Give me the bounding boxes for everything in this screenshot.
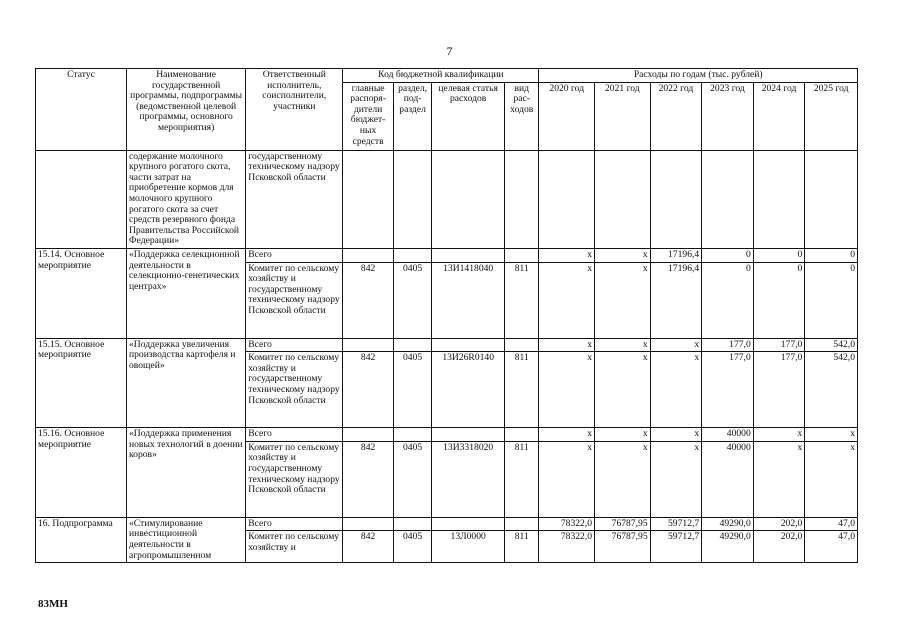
value-cell: 76787,95	[595, 531, 651, 563]
value-cell: 49290,0	[702, 531, 754, 563]
row-target: 13И26R0140	[432, 352, 505, 428]
row-name: «Стимулирование инвестиционной деятельности в агропромышленном	[126, 517, 245, 563]
row-responsible: Комитет по сельскому хозяйству и	[246, 531, 343, 563]
value-cell: 202,0	[753, 531, 805, 563]
row-grbs: 842	[343, 352, 394, 428]
row-status: 16. Подпрограмма	[36, 517, 127, 563]
value-cell: х	[539, 338, 595, 352]
header-status: Статус	[36, 69, 127, 151]
row-total-label: Всего	[246, 428, 343, 442]
row-target: 13Л0000	[432, 531, 505, 563]
value-cell: 0	[805, 248, 858, 262]
table-row-total	[36, 517, 858, 531]
budget-table	[35, 68, 858, 563]
continuation-responsible: государственному техническому надзору Псковской области	[246, 150, 343, 248]
value-cell: 177,0	[753, 338, 805, 352]
value-cell: х	[753, 428, 805, 442]
table-row-total	[36, 248, 858, 262]
row-name: «Поддержка увеличения производства картофеля и овощей»	[126, 338, 245, 428]
header-expenses: Расходы по годам (тыс. рублей)	[539, 69, 858, 83]
continuation-status	[36, 150, 127, 248]
header-responsible: Ответственный исполнитель, соисполнители, участники	[246, 69, 343, 151]
row-responsible: Комитет по сельскому хозяйству и государственному техническому надзору Псковской области	[246, 262, 343, 338]
value-cell: 542,0	[805, 352, 858, 428]
table-row-total	[36, 338, 858, 352]
value-cell: х	[539, 428, 595, 442]
value-cell: х	[595, 352, 651, 428]
header-name: Наименование государственной программы, подпрограммы (ведомственной целевой программы, основного мероприятия)	[126, 69, 245, 151]
row-kind: 811	[505, 262, 539, 338]
row-status: 15.16. Основное мероприятие	[36, 428, 127, 518]
value-cell: 47,0	[805, 531, 858, 563]
row-section: 0405	[393, 262, 431, 338]
row-section: 0405	[393, 352, 431, 428]
row-kind: 811	[505, 441, 539, 517]
value-cell: 0	[753, 248, 805, 262]
value-cell: 59712,7	[650, 531, 702, 563]
row-total-label: Всего	[246, 338, 343, 352]
continuation-row	[36, 150, 858, 248]
value-cell: 47,0	[805, 517, 858, 531]
value-cell: х	[539, 441, 595, 517]
value-cell: 0	[805, 262, 858, 338]
value-cell: 177,0	[753, 352, 805, 428]
header-grbs: главные распоря-дители бюджет-ных средств	[343, 82, 394, 150]
value-cell: 177,0	[702, 352, 754, 428]
value-cell: 0	[702, 262, 754, 338]
row-responsible: Комитет по сельскому хозяйству и государственному техническому надзору Псковской области	[246, 441, 343, 517]
value-cell: 40000	[702, 428, 754, 442]
row-name: «Поддержка селекционной деятельности в селекционно-генетических центрах»	[126, 248, 245, 338]
value-cell: х	[650, 441, 702, 517]
row-kind: 811	[505, 352, 539, 428]
value-cell: х	[805, 441, 858, 517]
row-name: «Поддержка применения новых технологий в доении коров»	[126, 428, 245, 518]
row-grbs: 842	[343, 262, 394, 338]
value-cell: х	[539, 352, 595, 428]
header-target: целевая статья расходов	[432, 82, 505, 150]
value-cell: 542,0	[805, 338, 858, 352]
header-year: 2024 год	[753, 82, 805, 150]
row-status: 15.14. Основное мероприятие	[36, 248, 127, 338]
header-row-1	[36, 69, 858, 83]
value-cell: 40000	[702, 441, 754, 517]
value-cell: 59712,7	[650, 517, 702, 531]
value-cell: 78322,0	[539, 517, 595, 531]
value-cell: х	[539, 262, 595, 338]
value-cell: х	[595, 248, 651, 262]
value-cell: х	[595, 338, 651, 352]
header-year: 2020 год	[539, 82, 595, 150]
row-target: 13И3318020	[432, 441, 505, 517]
value-cell: х	[595, 262, 651, 338]
value-cell: 78322,0	[539, 531, 595, 563]
row-responsible: Комитет по сельскому хозяйству и государственному техническому надзору Псковской области	[246, 352, 343, 428]
footer-code: 83МН	[38, 598, 68, 610]
value-cell: 202,0	[753, 517, 805, 531]
value-cell: х	[595, 428, 651, 442]
row-total-label: Всего	[246, 517, 343, 531]
header-year: 2023 год	[702, 82, 754, 150]
row-total-label: Всего	[246, 248, 343, 262]
row-grbs: 842	[343, 531, 394, 563]
row-kind: 811	[505, 531, 539, 563]
value-cell: 0	[753, 262, 805, 338]
table-row-total	[36, 428, 858, 442]
header-budget-code: Код бюджетной квалификации	[343, 69, 539, 83]
header-year: 2025 год	[805, 82, 858, 150]
value-cell: 49290,0	[702, 517, 754, 531]
header-year: 2021 год	[595, 82, 651, 150]
value-cell: х	[650, 338, 702, 352]
value-cell: 76787,95	[595, 517, 651, 531]
value-cell: х	[539, 248, 595, 262]
row-grbs: 842	[343, 441, 394, 517]
value-cell: 17196,4	[650, 248, 702, 262]
value-cell: х	[753, 441, 805, 517]
value-cell: х	[805, 428, 858, 442]
continuation-name: содержание молочного крупного рогатого скота, части затрат на приобретение кормов для молочного крупного рогатого скота за счет средств резервного фонда Правительства Российской Федерации»	[126, 150, 245, 248]
value-cell: 17196,4	[650, 262, 702, 338]
row-section: 0405	[393, 441, 431, 517]
row-section: 0405	[393, 531, 431, 563]
header-section: раздел, под-раздел	[393, 82, 431, 150]
value-cell: х	[650, 428, 702, 442]
value-cell: 177,0	[702, 338, 754, 352]
row-status: 15.15. Основное мероприятие	[36, 338, 127, 428]
value-cell: х	[595, 441, 651, 517]
header-year: 2022 год	[650, 82, 702, 150]
value-cell: х	[650, 352, 702, 428]
row-target: 13И1418040	[432, 262, 505, 338]
page-number: 7	[446, 44, 453, 58]
value-cell: 0	[702, 248, 754, 262]
header-kind: вид рас-ходов	[505, 82, 539, 150]
